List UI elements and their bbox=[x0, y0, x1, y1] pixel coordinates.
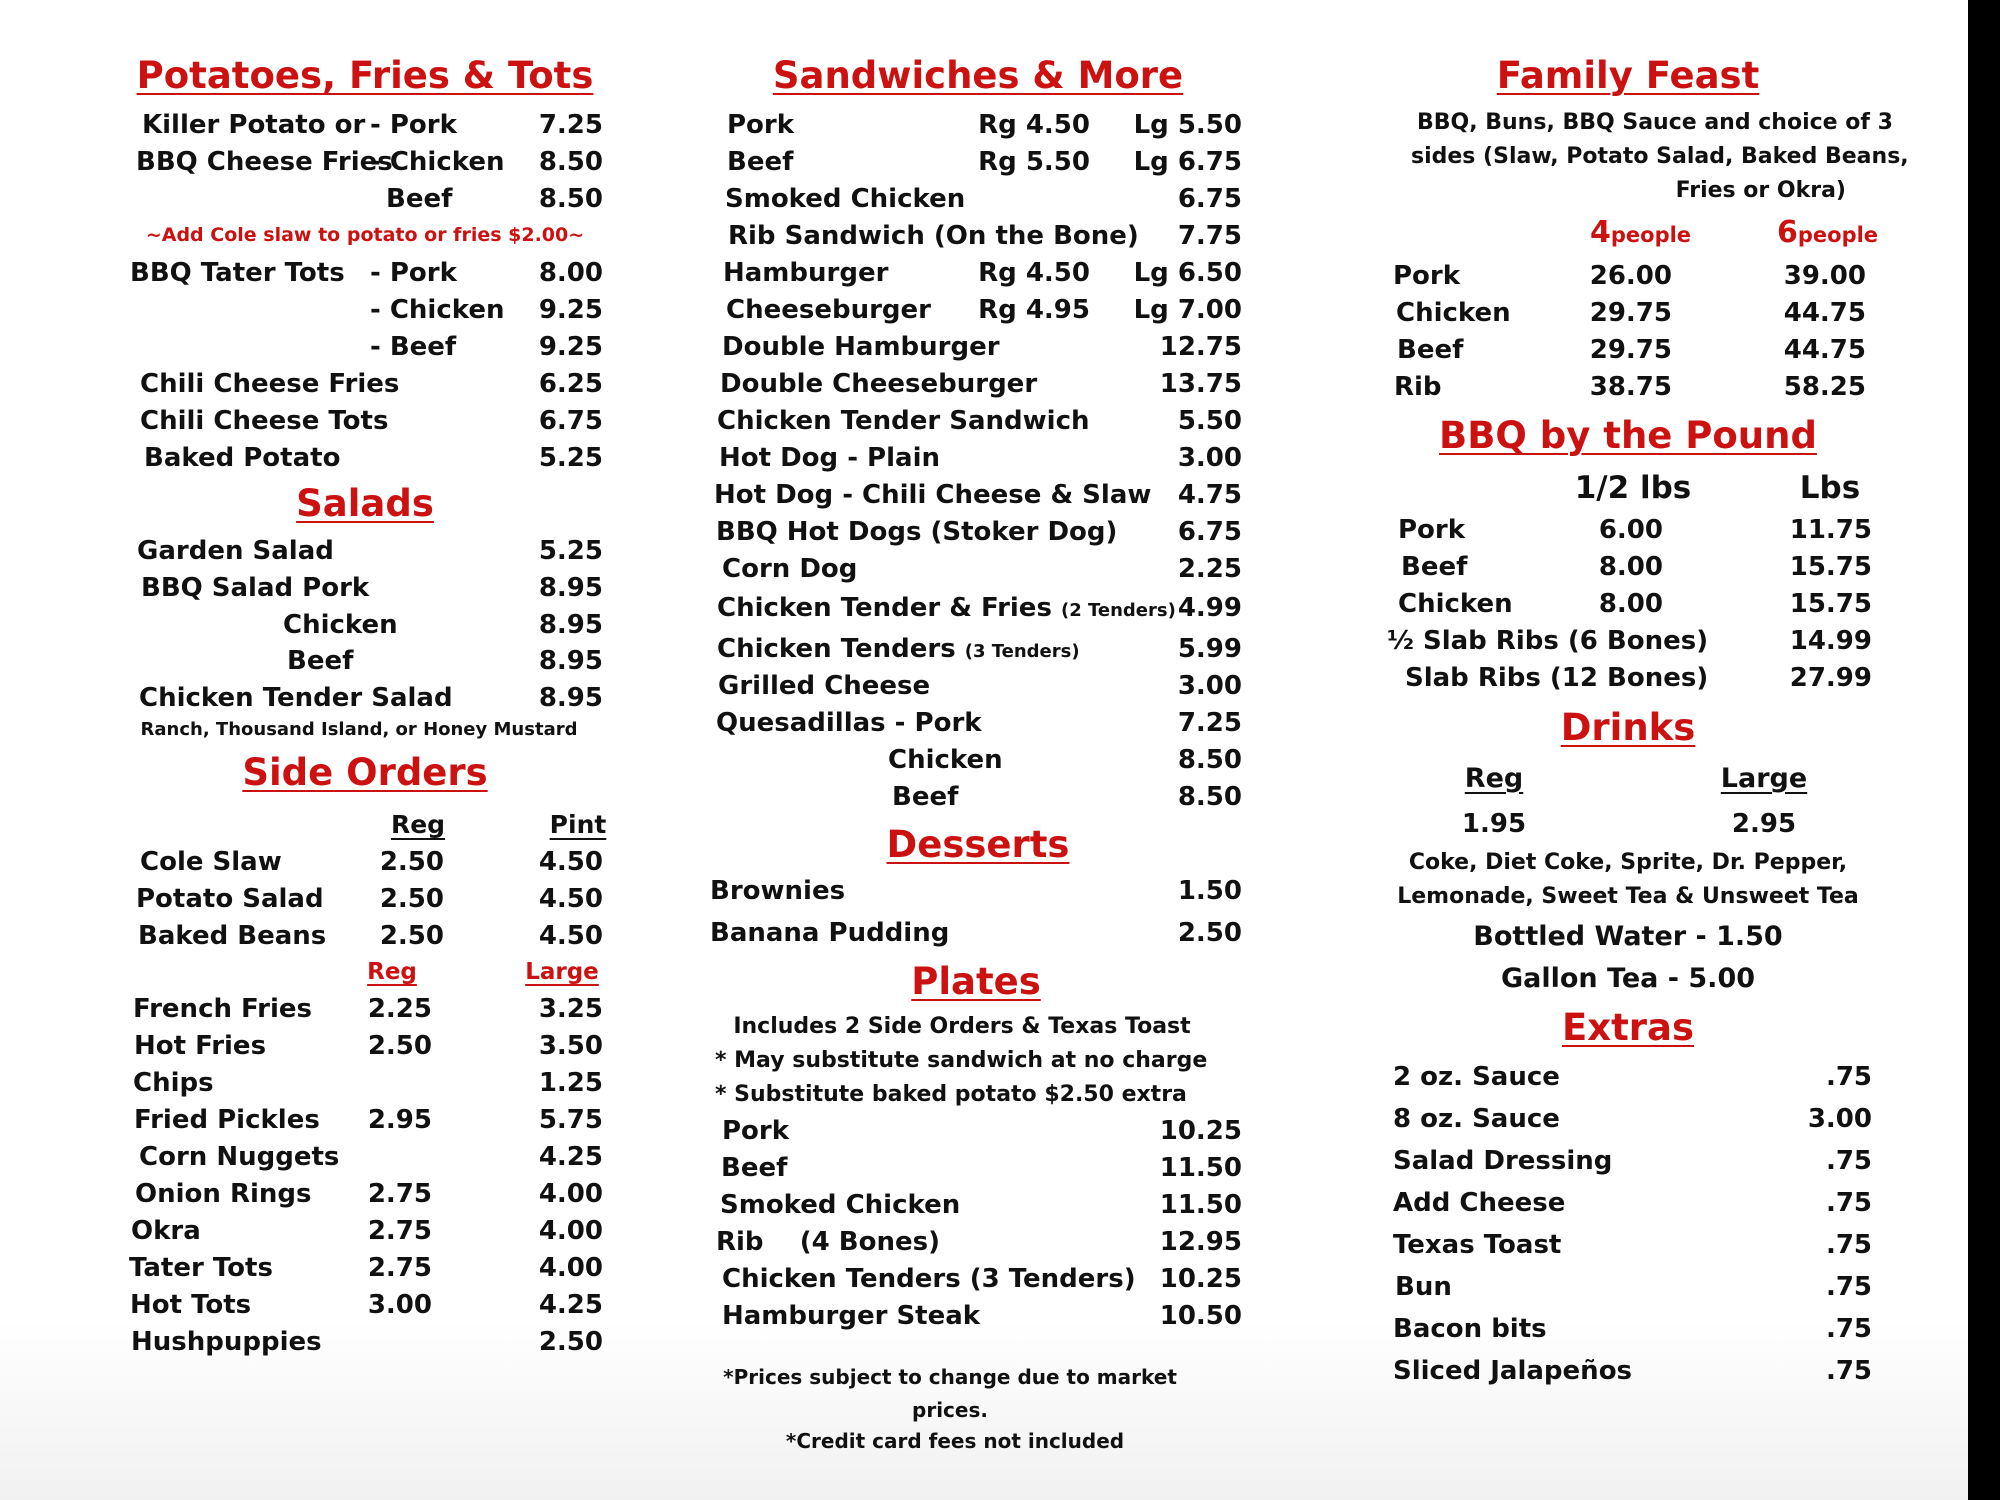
plates-note-potato: * Substitute baked potato $2.50 extra bbox=[715, 1082, 1187, 1107]
dressing-options: Ranch, Thousand Island, or Honey Mustard bbox=[140, 719, 578, 740]
side-pint-price: 4.50 bbox=[538, 884, 603, 914]
footer-note-line2: prices. bbox=[912, 1398, 988, 1422]
killer-beef-price: 8.50 bbox=[538, 184, 603, 214]
side-reg-price: 2.75 bbox=[367, 1253, 432, 1283]
family-6-price: 44.75 bbox=[1783, 335, 1866, 365]
side-reg-price: 2.50 bbox=[379, 884, 444, 914]
family-row: Pork bbox=[1393, 261, 1461, 291]
section-title-plates: Plates bbox=[911, 960, 1041, 1003]
side-item: Baked Beans bbox=[138, 921, 327, 951]
tots-pork-label: - Pork bbox=[370, 258, 457, 288]
side-item: Chips bbox=[133, 1068, 214, 1098]
quesadillas-chicken: Chicken bbox=[888, 745, 1003, 775]
bbq-salad-chicken-price: 8.95 bbox=[538, 610, 603, 640]
killer-chicken-label: - Chicken bbox=[370, 147, 505, 177]
side-large-price: 2.50 bbox=[538, 1327, 603, 1357]
footer-note-line1: *Prices subject to change due to market bbox=[723, 1365, 1177, 1389]
quesadillas-chicken-price: 8.50 bbox=[1177, 745, 1242, 775]
grilled-cheese: Grilled Cheese bbox=[718, 671, 931, 701]
extra-item: 8 oz. Sauce bbox=[1393, 1104, 1560, 1134]
sandwich-price: 3.00 bbox=[1177, 443, 1242, 473]
family-6-price: 44.75 bbox=[1783, 298, 1866, 328]
sandwich-price: Lg 7.00 bbox=[1133, 295, 1242, 325]
side-item: Tater Tots bbox=[129, 1253, 273, 1283]
family-row: Rib bbox=[1394, 372, 1442, 402]
dessert-item: Brownies bbox=[710, 876, 846, 906]
killer-beef-label: Beef bbox=[386, 184, 453, 214]
coleslaw-addon-note: ~Add Cole slaw to potato or fries $2.00~ bbox=[145, 224, 585, 246]
drinks-list-2: Lemonade, Sweet Tea & Unsweet Tea bbox=[1397, 884, 1859, 909]
family-4-price: 26.00 bbox=[1589, 261, 1672, 291]
footer-note-line3: *Credit card fees not included bbox=[785, 1429, 1125, 1453]
side-reg-price: 2.75 bbox=[367, 1216, 432, 1246]
family-4-price: 38.75 bbox=[1589, 372, 1672, 402]
extra-item: 2 oz. Sauce bbox=[1393, 1062, 1560, 1092]
plates-note-sandwich: * May substitute sandwich at no charge bbox=[715, 1048, 1208, 1073]
sandwich-item: Rib Sandwich (On the Bone) bbox=[728, 221, 1139, 251]
sides-col-large: Large bbox=[525, 959, 599, 985]
sandwich-item: Double Hamburger bbox=[722, 332, 1000, 362]
chicken-tenders-count: (3 Tenders) bbox=[964, 641, 1080, 662]
family-row: Chicken bbox=[1396, 298, 1511, 328]
slab-ribs-price: 27.99 bbox=[1789, 663, 1872, 693]
section-title-drinks: Drinks bbox=[1560, 706, 1696, 749]
plate-item: Beef bbox=[721, 1153, 788, 1183]
sandwich-item: Double Cheeseburger bbox=[720, 369, 1038, 399]
menu-item-price: 5.25 bbox=[538, 443, 603, 473]
side-large-price: 4.00 bbox=[538, 1179, 603, 1209]
garden-salad: Garden Salad bbox=[137, 536, 334, 566]
pound-lbs-price: 11.75 bbox=[1789, 515, 1872, 545]
side-reg-price: 2.50 bbox=[367, 1031, 432, 1061]
pound-row: Beef bbox=[1401, 552, 1468, 582]
side-pint-price: 4.50 bbox=[538, 847, 603, 877]
side-reg-price: 2.50 bbox=[379, 921, 444, 951]
extra-price: 3.00 bbox=[1807, 1104, 1872, 1134]
family-col-6-word: people bbox=[1797, 223, 1879, 247]
sandwich-price: 6.75 bbox=[1177, 184, 1242, 214]
killer-potato-line2: BBQ Cheese Fries bbox=[136, 147, 393, 177]
grilled-cheese-price: 3.00 bbox=[1177, 671, 1242, 701]
section-title-extras: Extras bbox=[1561, 1006, 1695, 1049]
side-large-price: 4.25 bbox=[538, 1290, 603, 1320]
plate-price: 12.95 bbox=[1159, 1227, 1242, 1257]
side-reg-price: 3.00 bbox=[367, 1290, 432, 1320]
plate-price: 10.50 bbox=[1159, 1301, 1242, 1331]
sandwich-price: Lg 5.50 bbox=[1133, 110, 1242, 140]
bbq-salad-pork: BBQ Salad Pork bbox=[141, 573, 370, 603]
section-title-bbq-by-pound: BBQ by the Pound bbox=[1439, 414, 1817, 457]
side-large-price: 5.75 bbox=[538, 1105, 603, 1135]
section-title-sandwiches: Sandwiches & More bbox=[772, 54, 1184, 97]
extra-price: .75 bbox=[1825, 1188, 1872, 1218]
side-item: French Fries bbox=[133, 994, 312, 1024]
family-feast-desc-3: Fries or Okra) bbox=[1675, 178, 1846, 203]
killer-chicken-price: 8.50 bbox=[538, 147, 603, 177]
side-large-price: 3.50 bbox=[538, 1031, 603, 1061]
sides-col-reg: Reg bbox=[390, 810, 446, 839]
extra-item: Texas Toast bbox=[1393, 1230, 1562, 1260]
plate-price: 10.25 bbox=[1159, 1264, 1242, 1294]
tots-beef-label: - Beef bbox=[370, 332, 457, 362]
extra-price: .75 bbox=[1825, 1230, 1872, 1260]
extra-price: .75 bbox=[1825, 1272, 1872, 1302]
sandwich-item: Beef bbox=[727, 147, 794, 177]
sandwich-item: Chicken Tender Sandwich bbox=[717, 406, 1090, 436]
killer-pork-price: 7.25 bbox=[538, 110, 603, 140]
quesadillas-pork-price: 7.25 bbox=[1177, 708, 1242, 738]
pound-lbs-price: 15.75 bbox=[1789, 552, 1872, 582]
tots-pork-price: 8.00 bbox=[538, 258, 603, 288]
sandwich-price: 4.75 bbox=[1177, 480, 1242, 510]
sandwich-price: Lg 6.75 bbox=[1133, 147, 1242, 177]
tater-tots-label: BBQ Tater Tots bbox=[130, 258, 345, 288]
side-item: Hushpuppies bbox=[131, 1327, 322, 1357]
side-reg-price: 2.75 bbox=[367, 1179, 432, 1209]
sandwich-item: Smoked Chicken bbox=[725, 184, 966, 214]
side-reg-price: 2.25 bbox=[367, 994, 432, 1024]
side-pint-price: 4.50 bbox=[538, 921, 603, 951]
plate-price: 11.50 bbox=[1159, 1190, 1242, 1220]
side-item: Hot Tots bbox=[130, 1290, 252, 1320]
side-item: Okra bbox=[131, 1216, 201, 1246]
plate-item: Chicken Tenders (3 Tenders) bbox=[722, 1264, 1136, 1294]
sandwich-rg-price: Rg 5.50 bbox=[978, 147, 1090, 177]
drinks-large-price: 2.95 bbox=[1731, 809, 1797, 839]
killer-potato-line1: Killer Potato or bbox=[142, 110, 366, 140]
sandwich-price: Lg 6.50 bbox=[1133, 258, 1242, 288]
sandwich-rg-price: Rg 4.50 bbox=[978, 110, 1090, 140]
sandwich-item: Cheeseburger bbox=[726, 295, 931, 325]
family-col-6people bbox=[1777, 215, 1879, 250]
gallon-tea: Gallon Tea - 5.00 bbox=[1500, 963, 1756, 994]
side-item: Potato Salad bbox=[136, 884, 324, 914]
family-col-4-number: 4 bbox=[1590, 215, 1611, 250]
plate-price: 11.50 bbox=[1159, 1153, 1242, 1183]
quesadillas-pork: Quesadillas - Pork bbox=[716, 708, 982, 738]
drinks-list-1: Coke, Diet Coke, Sprite, Dr. Pepper, bbox=[1408, 850, 1848, 875]
side-item: Fried Pickles bbox=[134, 1105, 320, 1135]
tots-beef-price: 9.25 bbox=[538, 332, 603, 362]
side-item: Hot Fries bbox=[134, 1031, 267, 1061]
chicken-tender-fries-label: Chicken Tender & Fries bbox=[717, 593, 1052, 623]
bbq-salad-beef: Beef bbox=[287, 646, 354, 676]
pound-row: Chicken bbox=[1398, 589, 1513, 619]
killer-pork-label: - Pork bbox=[370, 110, 457, 140]
section-title-potatoes: Potatoes, Fries & Tots bbox=[136, 54, 594, 97]
sides-col-reg-2: Reg bbox=[367, 959, 417, 985]
extra-item: Salad Dressing bbox=[1393, 1146, 1613, 1176]
chicken-tender-fries-price: 4.99 bbox=[1177, 593, 1242, 623]
side-item: Onion Rings bbox=[135, 1179, 312, 1209]
dessert-price: 2.50 bbox=[1177, 918, 1242, 948]
pound-col-half: 1/2 lbs bbox=[1574, 470, 1692, 506]
pound-row: Pork bbox=[1398, 515, 1466, 545]
sandwich-item: Hot Dog - Plain bbox=[719, 443, 940, 473]
sides-col-pint: Pint bbox=[549, 810, 607, 839]
pound-lbs-price: 15.75 bbox=[1789, 589, 1872, 619]
sandwich-item: Pork bbox=[727, 110, 795, 140]
drinks-col-large: Large bbox=[1720, 763, 1808, 794]
chicken-tenders-price: 5.99 bbox=[1177, 634, 1242, 664]
family-col-4-word: people bbox=[1610, 223, 1692, 247]
section-title-desserts: Desserts bbox=[886, 823, 1070, 866]
extra-price: .75 bbox=[1825, 1062, 1872, 1092]
sandwich-price: 5.50 bbox=[1177, 406, 1242, 436]
section-title-sides: Side Orders bbox=[242, 751, 488, 794]
dessert-item: Banana Pudding bbox=[710, 918, 950, 948]
bbq-salad-beef-price: 8.95 bbox=[538, 646, 603, 676]
sandwich-price: 12.75 bbox=[1159, 332, 1242, 362]
menu-item: Baked Potato bbox=[144, 443, 341, 473]
side-large-price: 3.25 bbox=[538, 994, 603, 1024]
sandwich-price: 7.75 bbox=[1177, 221, 1242, 251]
family-col-6-number: 6 bbox=[1777, 215, 1798, 250]
drinks-col-reg: Reg bbox=[1464, 763, 1524, 794]
family-4-price: 29.75 bbox=[1589, 335, 1672, 365]
dessert-price: 1.50 bbox=[1177, 876, 1242, 906]
plate-item: Rib (4 Bones) bbox=[716, 1227, 940, 1257]
chicken-tenders-label: Chicken Tenders bbox=[717, 634, 956, 664]
tots-chicken-price: 9.25 bbox=[538, 295, 603, 325]
side-item: Corn Nuggets bbox=[139, 1142, 340, 1172]
sandwich-price: 2.25 bbox=[1177, 554, 1242, 584]
half-slab-ribs: ½ Slab Ribs (6 Bones) bbox=[1387, 626, 1709, 656]
extra-item: Sliced Jalapeños bbox=[1393, 1356, 1633, 1386]
family-feast-desc-2: sides (Slaw, Potato Salad, Baked Beans, bbox=[1411, 144, 1909, 169]
family-feast-desc-1: BBQ, Buns, BBQ Sauce and choice of 3 bbox=[1417, 110, 1893, 135]
extra-price: .75 bbox=[1825, 1146, 1872, 1176]
garden-salad-price: 5.25 bbox=[538, 536, 603, 566]
extra-item: Bun bbox=[1395, 1272, 1452, 1302]
sandwich-item: BBQ Hot Dogs (Stoker Dog) bbox=[716, 517, 1118, 547]
quesadillas-beef-price: 8.50 bbox=[1177, 782, 1242, 812]
chicken-tender-salad-price: 8.95 bbox=[538, 683, 603, 713]
side-large-price: 4.00 bbox=[538, 1253, 603, 1283]
side-reg-price: 2.50 bbox=[379, 847, 444, 877]
sandwich-rg-price: Rg 4.95 bbox=[978, 295, 1090, 325]
bbq-salad-pork-price: 8.95 bbox=[538, 573, 603, 603]
family-row: Beef bbox=[1397, 335, 1464, 365]
chicken-tender-fries-count: (2 Tenders) bbox=[1060, 600, 1176, 621]
sandwich-item: Hot Dog - Chili Cheese & Slaw bbox=[714, 480, 1152, 510]
sandwich-item: Hamburger bbox=[723, 258, 889, 288]
extra-price: .75 bbox=[1825, 1314, 1872, 1344]
family-col-4people bbox=[1590, 215, 1692, 250]
tots-chicken-label: - Chicken bbox=[370, 295, 505, 325]
sandwich-rg-price: Rg 4.50 bbox=[978, 258, 1090, 288]
side-item: Cole Slaw bbox=[140, 847, 282, 877]
side-large-price: 1.25 bbox=[538, 1068, 603, 1098]
plate-item: Pork bbox=[722, 1116, 790, 1146]
menu-item-price: 6.75 bbox=[538, 406, 603, 436]
pound-half-price: 8.00 bbox=[1598, 552, 1663, 582]
extra-item: Bacon bits bbox=[1393, 1314, 1547, 1344]
plate-item: Smoked Chicken bbox=[720, 1190, 961, 1220]
family-4-price: 29.75 bbox=[1589, 298, 1672, 328]
section-title-family-feast: Family Feast bbox=[1496, 54, 1760, 97]
pound-half-price: 8.00 bbox=[1598, 589, 1663, 619]
plate-price: 10.25 bbox=[1159, 1116, 1242, 1146]
drinks-reg-price: 1.95 bbox=[1461, 809, 1527, 839]
menu-item: Chili Cheese Tots bbox=[140, 406, 389, 436]
sandwich-price: 6.75 bbox=[1177, 517, 1242, 547]
sandwich-item: Corn Dog bbox=[722, 554, 858, 584]
family-6-price: 39.00 bbox=[1783, 261, 1866, 291]
extra-item: Add Cheese bbox=[1393, 1188, 1566, 1218]
menu-item-price: 6.25 bbox=[538, 369, 603, 399]
slab-ribs: Slab Ribs (12 Bones) bbox=[1405, 663, 1709, 693]
side-large-price: 4.00 bbox=[538, 1216, 603, 1246]
side-large-price: 4.25 bbox=[538, 1142, 603, 1172]
quesadillas-beef: Beef bbox=[892, 782, 959, 812]
family-6-price: 58.25 bbox=[1783, 372, 1866, 402]
side-reg-price: 2.95 bbox=[367, 1105, 432, 1135]
chicken-tenders bbox=[717, 636, 1080, 662]
extra-price: .75 bbox=[1825, 1356, 1872, 1386]
bottled-water: Bottled Water - 1.50 bbox=[1473, 921, 1783, 952]
menu-item: Chili Cheese Fries bbox=[140, 369, 400, 399]
chicken-tender-salad: Chicken Tender Salad bbox=[139, 683, 453, 713]
pound-half-price: 6.00 bbox=[1598, 515, 1663, 545]
half-slab-ribs-price: 14.99 bbox=[1789, 626, 1872, 656]
pound-col-lbs: Lbs bbox=[1799, 470, 1861, 506]
plates-includes: Includes 2 Side Orders & Texas Toast bbox=[733, 1014, 1191, 1039]
bbq-salad-chicken: Chicken bbox=[283, 610, 398, 640]
sandwich-price: 13.75 bbox=[1159, 369, 1242, 399]
section-title-salads: Salads bbox=[296, 482, 434, 525]
plate-item: Hamburger Steak bbox=[722, 1301, 981, 1331]
